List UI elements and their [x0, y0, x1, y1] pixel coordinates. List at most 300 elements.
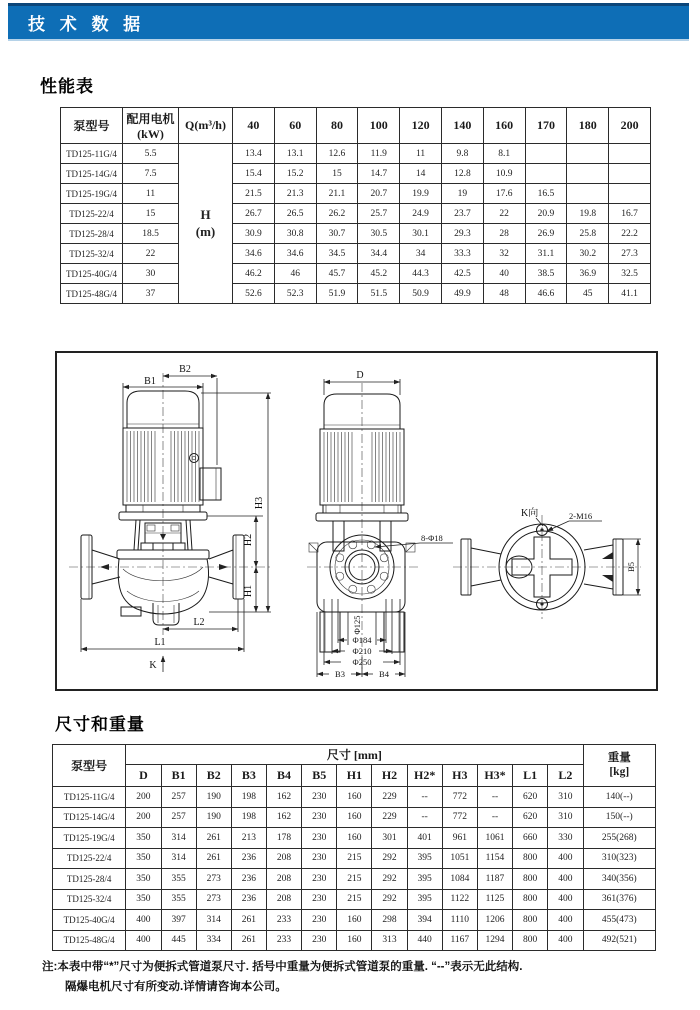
head-value-cell: 9.8: [441, 144, 483, 164]
head-value-cell: 12.6: [316, 144, 358, 164]
dim-value-cell: 1061: [477, 828, 512, 849]
head-value-cell: 44.3: [400, 264, 442, 284]
dim-value-cell: 230: [302, 930, 337, 951]
head-value-cell: 12.8: [441, 164, 483, 184]
head-value-cell: 30.2: [567, 244, 609, 264]
dim-col-header: B1: [161, 765, 196, 787]
weight-col-unit: [kg]: [609, 765, 630, 778]
dim-value-cell: 230: [302, 889, 337, 910]
dim-value-cell: 620: [513, 807, 548, 828]
model-cell: TD125-48G/4: [61, 284, 123, 304]
dim-value-cell: 310: [548, 787, 583, 808]
head-value-cell: 50.9: [400, 284, 442, 304]
head-value-cell: 52.6: [233, 284, 275, 304]
dimension-row: [53, 828, 656, 849]
dim-label-d: D: [356, 370, 364, 381]
dim-value-cell: 208: [266, 848, 301, 869]
size-group-header: 尺寸 [mm]: [126, 745, 583, 765]
dim-col-header: B2: [196, 765, 231, 787]
dim-value-cell: --: [477, 807, 512, 828]
head-value-cell: [609, 164, 651, 184]
dim-value-cell: 1084: [442, 869, 477, 890]
dimension-row: [53, 807, 656, 828]
dim-value-cell: 160: [337, 910, 372, 931]
dim-value-cell: 961: [442, 828, 477, 849]
head-value-cell: 10.9: [483, 164, 525, 184]
dimension-row: [53, 869, 656, 890]
head-value-cell: 46: [274, 264, 316, 284]
weight-cell: 455(473): [583, 910, 655, 931]
weight-cell: 310(323): [583, 848, 655, 869]
dim-value-cell: 230: [302, 787, 337, 808]
dim-label-b1: B1: [144, 376, 156, 387]
model-cell: TD125-22/4: [61, 204, 123, 224]
head-value-cell: 34: [400, 244, 442, 264]
head-value-cell: 30.7: [316, 224, 358, 244]
model-cell: TD125-19G/4: [61, 184, 123, 204]
weight-col-header: [583, 745, 655, 787]
head-value-cell: 21.1: [316, 184, 358, 204]
head-value-cell: 34.6: [233, 244, 275, 264]
dim-value-cell: 261: [231, 930, 266, 951]
dimension-row: [53, 889, 656, 910]
head-value-cell: 51.5: [358, 284, 400, 304]
model-cell: TD125-14G/4: [53, 807, 126, 828]
dim-col-header: H2*: [407, 765, 442, 787]
dim-value-cell: 200: [126, 787, 161, 808]
head-value-cell: 30.9: [233, 224, 275, 244]
dim-value-cell: 355: [161, 889, 196, 910]
weight-cell: 361(376): [583, 889, 655, 910]
head-value-cell: [609, 144, 651, 164]
model-cell: TD125-40G/4: [61, 264, 123, 284]
dimensions-table: [52, 744, 656, 951]
dim-value-cell: 1122: [442, 889, 477, 910]
head-value-cell: 30.8: [274, 224, 316, 244]
dim-value-cell: 162: [266, 807, 301, 828]
dim-value-cell: --: [477, 787, 512, 808]
dim-value-cell: 660: [513, 828, 548, 849]
dim-value-cell: 1187: [477, 869, 512, 890]
dim-value-cell: 261: [196, 828, 231, 849]
dim-col-header: H3: [442, 765, 477, 787]
head-value-cell: 52.3: [274, 284, 316, 304]
head-value-cell: 29.3: [441, 224, 483, 244]
head-value-cell: 20.9: [525, 204, 567, 224]
dim-label-l2: L2: [193, 617, 205, 628]
head-value-cell: 34.6: [274, 244, 316, 264]
motor-power-cell: 22: [123, 244, 179, 264]
head-value-cell: 45.7: [316, 264, 358, 284]
model-col-header: 泵型号: [53, 745, 126, 787]
dim-label-b2: B2: [179, 364, 191, 375]
dim-value-cell: 178: [266, 828, 301, 849]
head-value-cell: 14.7: [358, 164, 400, 184]
dim-value-cell: 160: [337, 787, 372, 808]
dim-label-h1: H1: [243, 584, 254, 598]
head-value-cell: 14: [400, 164, 442, 184]
front-view: [69, 364, 271, 672]
dim-value-cell: 800: [513, 930, 548, 951]
head-unit-cell: H (m): [179, 144, 233, 304]
dim-value-cell: 400: [548, 869, 583, 890]
dim-col-header: B3: [231, 765, 266, 787]
dim-value-cell: --: [407, 787, 442, 808]
dim-value-cell: 440: [407, 930, 442, 951]
weight-col-label: 重量: [607, 751, 631, 764]
model-cell: TD125-32/4: [61, 244, 123, 264]
dimension-row: [53, 848, 656, 869]
dim-value-cell: 233: [266, 910, 301, 931]
dim-value-cell: 1294: [477, 930, 512, 951]
head-value-cell: 11: [400, 144, 442, 164]
flow-col-header: 200: [609, 108, 651, 144]
dim-value-cell: 273: [196, 889, 231, 910]
dim-value-cell: 620: [513, 787, 548, 808]
dim-col-header: H1: [337, 765, 372, 787]
motor-power-cell: 7.5: [123, 164, 179, 184]
model-cell: TD125-14G/4: [61, 164, 123, 184]
head-value-cell: 45: [567, 284, 609, 304]
head-value-cell: 15.4: [233, 164, 275, 184]
dim-value-cell: 292: [372, 848, 407, 869]
dim-col-header: L1: [513, 765, 548, 787]
head-value-cell: [567, 164, 609, 184]
dim-value-cell: 292: [372, 869, 407, 890]
dim-label-h2: H2: [243, 533, 254, 547]
dim-value-cell: 800: [513, 848, 548, 869]
head-value-cell: 38.5: [525, 264, 567, 284]
dim-value-cell: 400: [548, 910, 583, 931]
head-value-cell: 8.1: [483, 144, 525, 164]
flow-col-header: 100: [358, 108, 400, 144]
dim-value-cell: 334: [196, 930, 231, 951]
dimensions-header-row2: [53, 765, 656, 787]
flow-col-header: 120: [400, 108, 442, 144]
model-cell: TD125-11G/4: [61, 144, 123, 164]
dim-label-b3: B3: [335, 669, 345, 679]
head-value-cell: 32.5: [609, 264, 651, 284]
weight-cell: 150(--): [583, 807, 655, 828]
dim-value-cell: 301: [372, 828, 407, 849]
dim-value-cell: 400: [548, 889, 583, 910]
dim-label-b5: B5: [626, 562, 636, 572]
dim-value-cell: 400: [548, 930, 583, 951]
dim-value-cell: 800: [513, 889, 548, 910]
performance-row: [61, 204, 651, 224]
dim-value-cell: 236: [231, 869, 266, 890]
head-value-cell: 25.7: [358, 204, 400, 224]
head-value-cell: 36.9: [567, 264, 609, 284]
dim-value-cell: 230: [302, 869, 337, 890]
model-cell: TD125-11G/4: [53, 787, 126, 808]
flow-col-header: 80: [316, 108, 358, 144]
dim-value-cell: 401: [407, 828, 442, 849]
model-col-header: 泵型号: [61, 108, 123, 144]
head-value-cell: [567, 184, 609, 204]
head-value-cell: 27.3: [609, 244, 651, 264]
flow-col-unit-header: Q(m³/h): [179, 108, 233, 144]
head-value-cell: 25.8: [567, 224, 609, 244]
motor-power-cell: 30: [123, 264, 179, 284]
dim-value-cell: 200: [126, 807, 161, 828]
performance-table-body: [61, 144, 651, 304]
performance-row: [61, 164, 651, 184]
dim-value-cell: 1051: [442, 848, 477, 869]
dim-value-cell: 395: [407, 869, 442, 890]
model-cell: TD125-28/4: [61, 224, 123, 244]
dim-value-cell: 160: [337, 828, 372, 849]
motor-power-cell: 18.5: [123, 224, 179, 244]
dim-value-cell: 1110: [442, 910, 477, 931]
dim-value-cell: 1154: [477, 848, 512, 869]
head-value-cell: 26.7: [233, 204, 275, 224]
weight-cell: 140(--): [583, 787, 655, 808]
dim-value-cell: 350: [126, 848, 161, 869]
dim-value-cell: 208: [266, 869, 301, 890]
dimensions-header-row1: [53, 745, 656, 765]
dim-value-cell: 350: [126, 828, 161, 849]
dim-value-cell: 257: [161, 807, 196, 828]
performance-row: [61, 284, 651, 304]
dim-value-cell: 230: [302, 828, 337, 849]
motor-power-cell: 37: [123, 284, 179, 304]
dim-label-d184: Φ184: [352, 635, 372, 645]
head-value-cell: 24.9: [400, 204, 442, 224]
dim-value-cell: 1167: [442, 930, 477, 951]
dim-value-cell: 1125: [477, 889, 512, 910]
weight-cell: 492(521): [583, 930, 655, 951]
head-value-cell: 40: [483, 264, 525, 284]
dimension-row: [53, 930, 656, 951]
footnote-line2: 隔爆电机尺寸有所变动.详情请咨询本公司。: [65, 980, 287, 993]
dim-value-cell: 400: [126, 910, 161, 931]
head-value-cell: 20.7: [358, 184, 400, 204]
dim-value-cell: --: [407, 807, 442, 828]
flow-col-header: 160: [483, 108, 525, 144]
dim-value-cell: 397: [161, 910, 196, 931]
dim-value-cell: 160: [337, 930, 372, 951]
dim-value-cell: 162: [266, 787, 301, 808]
dim-value-cell: 772: [442, 787, 477, 808]
flow-col-header: 170: [525, 108, 567, 144]
dim-value-cell: 800: [513, 869, 548, 890]
head-value-cell: 15: [316, 164, 358, 184]
head-value-cell: 15.2: [274, 164, 316, 184]
dim-value-cell: 394: [407, 910, 442, 931]
page-title: 技 术 数 据: [28, 15, 146, 34]
head-value-cell: 41.1: [609, 284, 651, 304]
head-value-cell: 26.9: [525, 224, 567, 244]
head-value-cell: 21.3: [274, 184, 316, 204]
head-value-cell: 19: [441, 184, 483, 204]
dim-label-d125: Φ125: [352, 615, 362, 635]
view-label-k: K向: [521, 508, 539, 519]
head-value-cell: 33.3: [441, 244, 483, 264]
performance-row: [61, 144, 651, 164]
dim-value-cell: 350: [126, 869, 161, 890]
head-value-cell: 22.2: [609, 224, 651, 244]
dim-label-d210: Φ210: [352, 646, 372, 656]
head-value-cell: [525, 164, 567, 184]
dim-value-cell: 236: [231, 889, 266, 910]
flow-col-header: 40: [233, 108, 275, 144]
model-cell: TD125-32/4: [53, 889, 126, 910]
head-value-cell: 30.5: [358, 224, 400, 244]
performance-row: [61, 184, 651, 204]
head-value-cell: [567, 144, 609, 164]
dim-value-cell: 395: [407, 889, 442, 910]
head-value-cell: 49.9: [441, 284, 483, 304]
dim-value-cell: 230: [302, 848, 337, 869]
motor-col-label: 配用电机: [126, 111, 175, 126]
dim-value-cell: 330: [548, 828, 583, 849]
head-value-cell: 51.9: [316, 284, 358, 304]
head-value-cell: 34.4: [358, 244, 400, 264]
pump-drawing-panel: [55, 351, 658, 691]
dim-value-cell: 198: [231, 787, 266, 808]
dim-value-cell: 229: [372, 787, 407, 808]
weight-cell: 340(356): [583, 869, 655, 890]
top-view: [453, 506, 641, 619]
head-value-cell: [609, 184, 651, 204]
dim-value-cell: 445: [161, 930, 196, 951]
performance-row: [61, 244, 651, 264]
dim-value-cell: 190: [196, 807, 231, 828]
motor-power-cell: 5.5: [123, 144, 179, 164]
dim-value-cell: 310: [548, 807, 583, 828]
dim-value-cell: 800: [513, 910, 548, 931]
dim-col-header: D: [126, 765, 161, 787]
dim-value-cell: 273: [196, 869, 231, 890]
motor-col-unit: (kW): [137, 126, 164, 141]
dim-value-cell: 208: [266, 889, 301, 910]
performance-row: [61, 224, 651, 244]
dim-label-h3: H3: [254, 496, 265, 510]
head-value-cell: 42.5: [441, 264, 483, 284]
dim-value-cell: 215: [337, 848, 372, 869]
side-view: [307, 370, 453, 679]
motor-power-cell: 15: [123, 204, 179, 224]
dim-value-cell: 229: [372, 807, 407, 828]
dim-value-cell: 298: [372, 910, 407, 931]
dim-value-cell: 257: [161, 787, 196, 808]
pump-drawings: [57, 353, 656, 689]
head-value-cell: 13.1: [274, 144, 316, 164]
dimension-row: [53, 787, 656, 808]
head-value-cell: 31.1: [525, 244, 567, 264]
dim-value-cell: 395: [407, 848, 442, 869]
head-value-cell: 26.2: [316, 204, 358, 224]
head-value-cell: 46.6: [525, 284, 567, 304]
dim-value-cell: 261: [231, 910, 266, 931]
dim-col-header: L2: [548, 765, 583, 787]
head-value-cell: 23.7: [441, 204, 483, 224]
dimensions-table-body: [53, 787, 656, 951]
dim-col-header: B5: [302, 765, 337, 787]
dim-value-cell: 314: [161, 828, 196, 849]
model-cell: TD125-19G/4: [53, 828, 126, 849]
dim-label-m16: 2-M16: [569, 511, 593, 521]
head-value-cell: 48: [483, 284, 525, 304]
footnote-line1: 注:本表中带“*”尺寸为便拆式管道泵尺寸. 括号中重量为便拆式管道泵的重量. “--”表示无此结构.: [42, 961, 523, 973]
dim-label-b4: B4: [379, 669, 389, 679]
head-value-cell: 16.7: [609, 204, 651, 224]
head-value-cell: 21.5: [233, 184, 275, 204]
dim-value-cell: 215: [337, 869, 372, 890]
dim-value-cell: 314: [161, 848, 196, 869]
head-value-cell: 13.4: [233, 144, 275, 164]
title-banner: [8, 3, 689, 41]
dim-col-header: H2: [372, 765, 407, 787]
head-value-cell: 11.9: [358, 144, 400, 164]
performance-row: [61, 264, 651, 284]
motor-col-header: [123, 108, 179, 144]
dim-value-cell: 198: [231, 807, 266, 828]
performance-table: [60, 107, 651, 304]
motor-power-cell: 11: [123, 184, 179, 204]
dim-value-cell: 400: [548, 848, 583, 869]
dim-value-cell: 233: [266, 930, 301, 951]
dim-label-l1: L1: [154, 637, 166, 648]
dim-value-cell: 772: [442, 807, 477, 828]
dimension-row: [53, 910, 656, 931]
dim-label-d250: Φ250: [352, 657, 372, 667]
dim-value-cell: 400: [126, 930, 161, 951]
head-value-cell: 19.8: [567, 204, 609, 224]
model-cell: TD125-22/4: [53, 848, 126, 869]
dim-value-cell: 261: [196, 848, 231, 869]
head-value-cell: 28: [483, 224, 525, 244]
dim-value-cell: 350: [126, 889, 161, 910]
dimensions-heading: 尺寸和重量: [55, 715, 145, 734]
head-value-cell: 26.5: [274, 204, 316, 224]
dim-col-header: H3*: [477, 765, 512, 787]
datasheet-page: [0, 3, 700, 1010]
dim-label-bolt8: 8-Φ18: [421, 533, 443, 543]
dim-value-cell: 190: [196, 787, 231, 808]
model-cell: TD125-28/4: [53, 869, 126, 890]
weight-cell: 255(268): [583, 828, 655, 849]
dim-value-cell: 236: [231, 848, 266, 869]
head-value-cell: 17.6: [483, 184, 525, 204]
model-cell: TD125-40G/4: [53, 910, 126, 931]
head-value-cell: 45.2: [358, 264, 400, 284]
head-value-cell: 34.5: [316, 244, 358, 264]
dim-value-cell: 230: [302, 807, 337, 828]
head-value-cell: 32: [483, 244, 525, 264]
head-value-cell: 16.5: [525, 184, 567, 204]
dim-value-cell: 215: [337, 889, 372, 910]
dim-value-cell: 314: [196, 910, 231, 931]
performance-heading: 性能表: [40, 77, 94, 96]
dim-value-cell: 355: [161, 869, 196, 890]
dim-value-cell: 160: [337, 807, 372, 828]
head-value-cell: 19.9: [400, 184, 442, 204]
head-value-cell: [525, 144, 567, 164]
dim-value-cell: 230: [302, 910, 337, 931]
flow-col-header: 140: [441, 108, 483, 144]
head-value-cell: 22: [483, 204, 525, 224]
dim-label-k: K: [149, 660, 157, 671]
footnote: [42, 958, 700, 997]
model-cell: TD125-48G/4: [53, 930, 126, 951]
dim-value-cell: 213: [231, 828, 266, 849]
flow-col-header: 60: [274, 108, 316, 144]
dim-value-cell: 292: [372, 889, 407, 910]
head-value-cell: 46.2: [233, 264, 275, 284]
dim-value-cell: 313: [372, 930, 407, 951]
